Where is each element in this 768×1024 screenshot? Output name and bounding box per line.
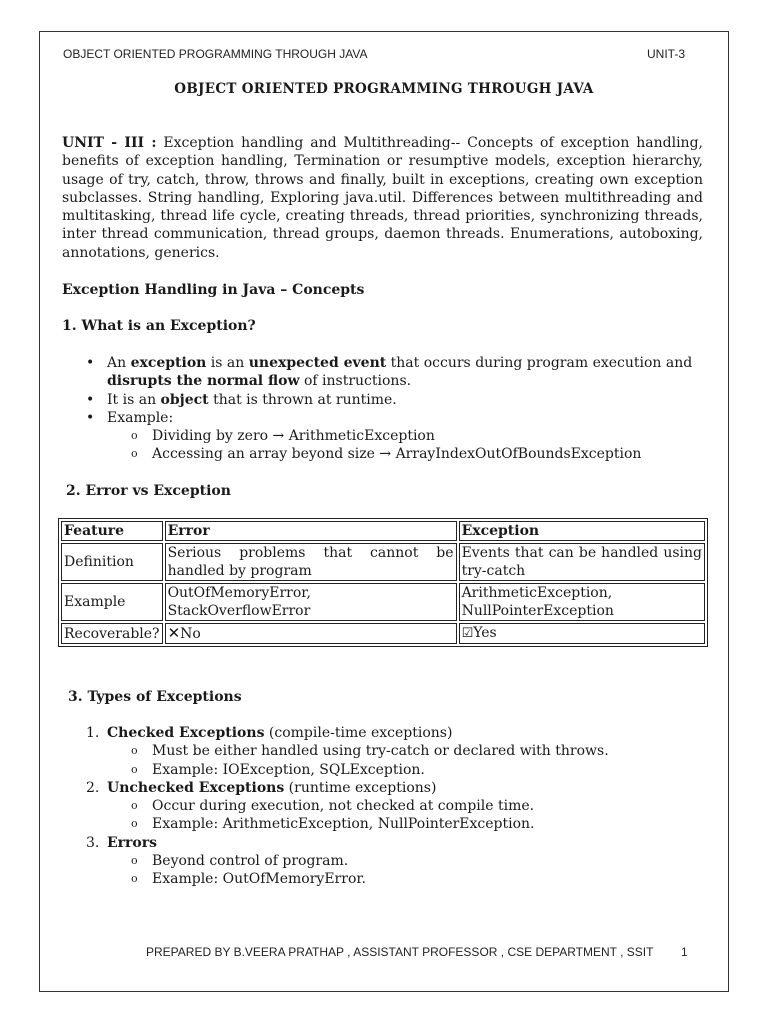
table-header-cell: Feature [61,521,163,541]
checkbox-checked-icon: ☑ [461,626,474,641]
list-item: • Example: [86,409,174,426]
table-row [61,623,705,644]
page-title: OBJECT ORIENTED PROGRAMMING THROUGH JAVA [174,81,594,97]
list-subitem: o Must be either handled using try-catch or declared with throws. [131,743,609,760]
cross-icon: ✕ [167,624,181,642]
table-cell: ☑Yes [459,623,705,644]
table-cell: Serious problems that cannot be handled by program [165,543,457,581]
section-heading: Exception Handling in Java – Concepts [62,282,365,298]
q3-heading: 3. Types of Exceptions [68,689,242,705]
exception-definition-list [86,354,706,464]
table-cell: Events that can be handled using try-catch [459,543,705,581]
exception-types-list [86,724,706,889]
list-item: • It is an object that is thrown at runtime. [86,391,397,408]
list-subitem: o Beyond control of program. [131,853,349,870]
running-header-title: OBJECT ORIENTED PROGRAMMING THROUGH JAVA [63,47,368,61]
page-footer: PREPARED BY B.VEERA PRATHAP , ASSISTANT PROFESSOR , CSE DEPARTMENT , SSIT [146,945,654,959]
q2-heading: 2. Error vs Exception [66,483,231,499]
page-number: 1 [681,945,688,959]
list-subitem: o Dividing by zero → ArithmeticException [131,428,435,445]
q1-heading: 1. What is an Exception? [62,318,256,334]
list-item: 1. Checked Exceptions (compile-time exceptions) [86,725,453,741]
table-cell: OutOfMemoryError, StackOverflowError [165,583,457,621]
table-cell: Example [61,583,163,621]
list-item: • An exception is an unexpected event that occurs during program execution and disrupts the normal flow of instructions. [86,355,693,390]
table-cell: Definition [61,543,163,581]
unit-label: UNIT - III : [62,135,157,151]
list-subitem: o Example: IOException, SQLException. [131,761,425,778]
list-item: 3. Errors [86,834,158,851]
table-header-row [61,521,705,541]
unit-syllabus-text: Exception handling and Multithreading-- Concepts of exception handling, benefits of exception handling, Termination or resumptive models, exception hierarchy, usage of try, catch, throw, throws and finally, built in exceptions, creating own exception subclasses. String handling, Exploring java.util. Differences between multithreading and multitasking, thread life cycle, creating threads, thread priorities, synchronizing threads, inter thread communication, thread groups, daemon threads. Enumerations, autoboxing, annotations, generics. [62,135,703,261]
unit-syllabus [62,134,703,262]
table-cell: Recoverable? [61,623,163,644]
list-subitem: o Example: ArithmeticException, NullPointerException. [131,816,535,833]
table-row [61,583,705,621]
list-item: 2. Unchecked Exceptions (runtime exceptions) [86,779,437,796]
list-subitem: o Occur during execution, not checked at compile time. [131,798,535,815]
error-vs-exception-table [58,518,708,647]
list-subitem: o Accessing an array beyond size → ArrayIndexOutOfBoundsException [131,446,642,463]
table-header-cell: Error [165,521,457,541]
table-cell: ✕No [165,623,457,644]
list-subitem: o Example: OutOfMemoryError. [131,871,366,888]
table-cell: ArithmeticException, NullPointerException [459,583,705,621]
table-header-cell: Exception [459,521,705,541]
table-row [61,543,705,581]
running-header-unit: UNIT-3 [647,47,686,61]
